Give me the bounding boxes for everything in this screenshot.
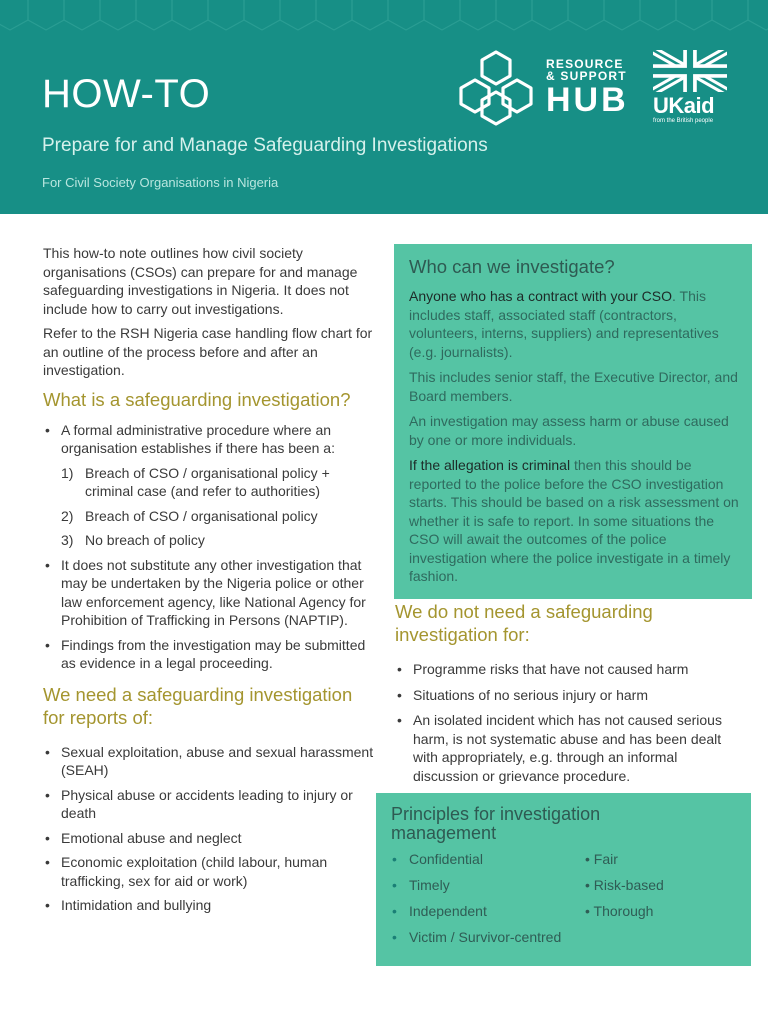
list-item: • Physical abuse or accidents leading to injury or death xyxy=(43,786,378,823)
intro-paragraph-1: This how-to note outlines how civil society organisations (CSOs) can prepare for and manage safeguarding investigations in Nigeria. It does not include how to carry out investigations. xyxy=(43,245,358,317)
union-flag-icon xyxy=(653,50,727,92)
list-item xyxy=(61,531,378,550)
principles-heading: Principles for investigation management xyxy=(391,804,601,843)
page-subtitle: Prepare for and Manage Safeguarding Investigations xyxy=(42,135,488,156)
rsh-logo-wordmark xyxy=(546,58,636,118)
sub-item-number: 1) xyxy=(61,464,74,481)
who-can-we-investigate-box xyxy=(394,244,752,599)
sub-item-number: 3) xyxy=(61,532,74,548)
sub-item-text: Breach of CSO / organisational policy + criminal case (and refer to authorities) xyxy=(85,464,330,499)
list-item: • Fair xyxy=(585,851,618,867)
who-paragraph-3: An investigation may assess harm or abuse caused by one or more individuals. xyxy=(409,413,729,448)
list-item: • Sexual exploitation, abuse and sexual harassment (SEAH) xyxy=(43,743,378,780)
rsh-hexagon-logo-icon xyxy=(455,48,537,128)
ukaid-logo xyxy=(653,50,729,124)
who-paragraph-1 xyxy=(409,287,739,361)
what-is-bullet-1: A formal administrative procedure where an organisation establishes if there has been a: xyxy=(61,421,335,456)
list-item: • Intimidation and bullying xyxy=(43,896,378,915)
not-need-list xyxy=(395,660,740,785)
list-item: • Thorough xyxy=(585,903,654,919)
list-item: • Emotional abuse and neglect xyxy=(43,829,378,848)
what-is-heading: What is a safeguarding investigation? xyxy=(43,388,351,410)
breach-options-list xyxy=(61,464,378,550)
who-heading: Who can we investigate? xyxy=(409,256,615,277)
list-item: • Victim / Survivor-centred xyxy=(392,928,561,947)
list-item: • An isolated incident which has not caused serious harm, is not systematic abuse and has been dealt with appropriately, e.g. through an informal discussion or grievance procedure. xyxy=(395,711,740,785)
list-item: • Economic exploitation (child labour, human trafficking, sex for aid or work) xyxy=(43,853,378,890)
list-item: • Independent xyxy=(392,902,561,921)
list-item xyxy=(43,421,378,550)
ukaid-tagline: from the British people xyxy=(653,118,714,124)
what-is-list xyxy=(43,421,378,673)
principles-list-right xyxy=(585,850,664,928)
principles-list-left xyxy=(392,850,561,954)
need-heading: We need a safeguarding investigation for reports of: xyxy=(43,683,353,728)
who-emphasis-4: If the allegation is criminal xyxy=(409,457,571,473)
list-item: • Risk-based xyxy=(585,877,664,893)
rsh-line-hub: HUB xyxy=(546,81,629,119)
who-paragraph-4 xyxy=(409,456,739,586)
list-item: • Confidential xyxy=(392,850,561,869)
rsh-line-support: & SUPPORT xyxy=(546,69,627,83)
sub-item-number: 2) xyxy=(61,507,74,524)
hexagon-pattern xyxy=(0,0,768,40)
list-item xyxy=(43,556,378,630)
list-item xyxy=(61,507,378,526)
not-need-heading: We do not need a safeguarding investigation for: xyxy=(395,601,653,645)
who-paragraph-2: This includes senior staff, the Executive Director, and Board members. xyxy=(409,369,738,404)
who-text-4: then this should be reported to the police before the CSO investigation starts. This should be based on a risk assessment on whether it is safe to report. In some situations the CSO will await the outcomes of the police investigation where the police investigate in a timely fashion. xyxy=(409,457,739,584)
who-emphasis-1: Anyone who has a contract with your CSO xyxy=(409,288,673,304)
what-is-bullet-2: It does not substitute any other investigation that may be undertaken by the Nigeria police or other law enforcement agency, like National Agency for Prohibition of Trafficking in Persons (NAPTIP). xyxy=(61,556,366,628)
sub-item-text: No breach of policy xyxy=(85,532,205,548)
list-item xyxy=(61,464,378,501)
page-title: HOW-TO xyxy=(42,72,211,116)
what-is-bullet-3: Findings from the investigation may be submitted as evidence in a legal proceeding. xyxy=(61,636,366,671)
who-text-1: . This includes staff, associated staff (contractors, volunteers, interns, suppliers) and representatives (e.g. journalists). xyxy=(409,288,719,360)
intro-paragraph-2: Refer to the RSH Nigeria case handling flow chart for an outline of the process before and after an investigation. xyxy=(43,325,373,378)
not-need-section xyxy=(395,600,740,785)
list-item xyxy=(43,636,378,673)
list-item: • Programme risks that have not caused harm xyxy=(395,660,740,679)
sub-item-text: Breach of CSO / organisational policy xyxy=(85,507,318,524)
left-column xyxy=(43,244,378,915)
ukaid-wordmark: UKaid xyxy=(653,93,715,118)
list-item: • Situations of no serious injury or harm xyxy=(395,686,740,705)
audience-line: For Civil Society Organisations in Nigeria xyxy=(42,175,279,190)
need-list xyxy=(43,743,378,915)
rsh-line-resource: RESOURCE xyxy=(546,57,624,71)
header-banner xyxy=(0,0,768,214)
list-item: • Timely xyxy=(392,876,561,895)
